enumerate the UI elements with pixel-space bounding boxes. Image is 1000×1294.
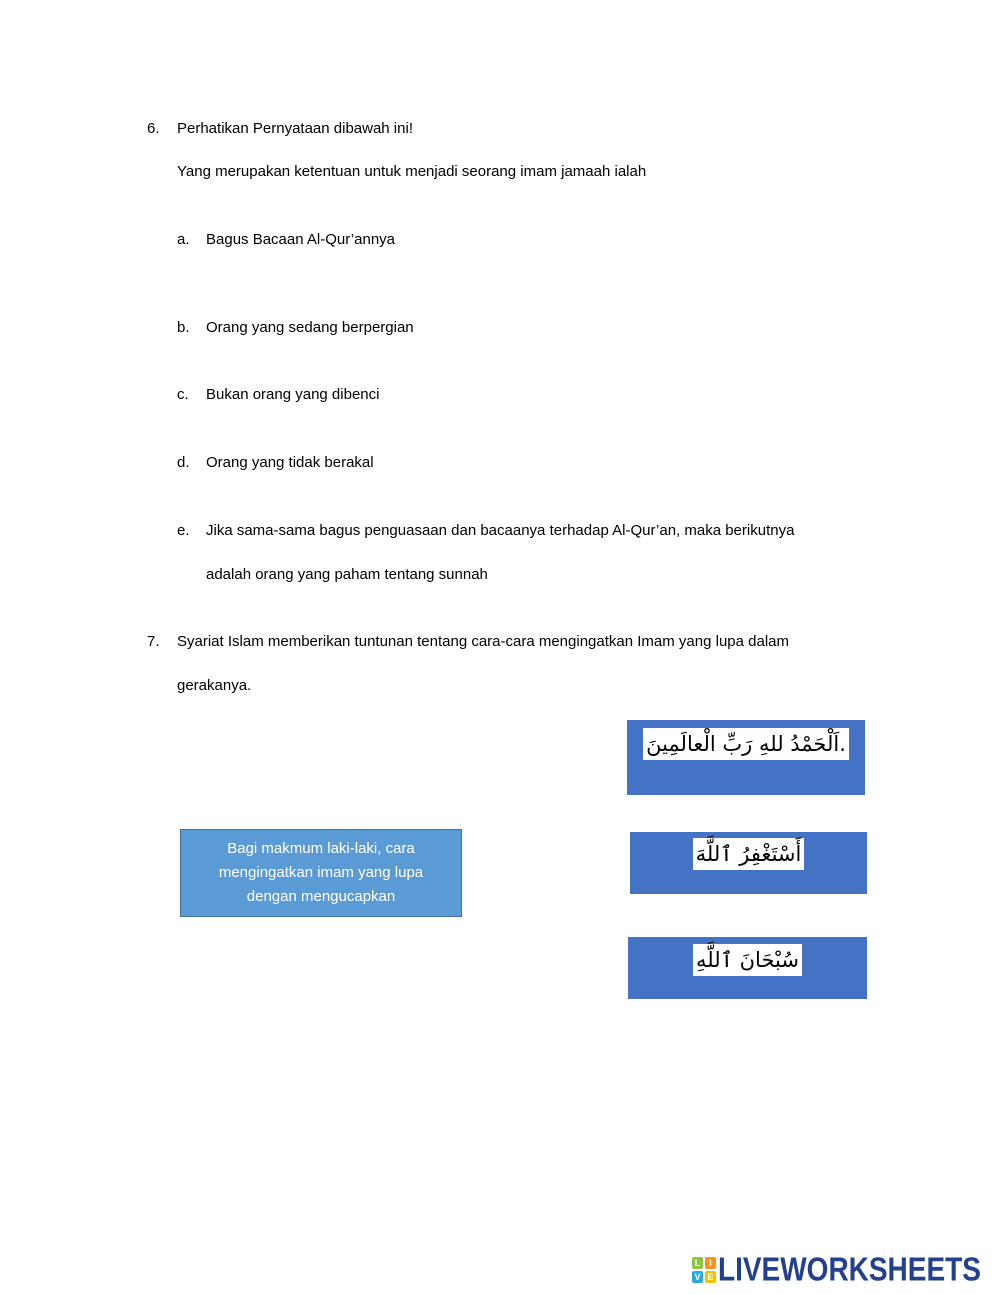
option-text[interactable]: Orang yang sedang berpergian — [206, 319, 414, 336]
answer-choice-alhamdulillah[interactable] — [627, 720, 865, 795]
option-text[interactable]: Bukan orang yang dibenci — [206, 386, 380, 403]
logo-text: LIVEWORKSHEETS — [718, 1250, 981, 1288]
option-text-continued[interactable]: adalah orang yang paham tentang sunnah — [206, 566, 488, 583]
option-letter: a. — [177, 231, 190, 248]
option-text[interactable]: Jika sama-sama bagus penguasaan dan bacaanya terhadap Al-Qur’an, maka berikutnya — [206, 522, 795, 539]
question-number: 6. — [147, 120, 160, 137]
question-prompt: Syariat Islam memberikan tuntunan tentang cara-cara mengingatkan Imam yang lupa dalam — [177, 633, 789, 650]
logo-tile: I — [705, 1257, 716, 1269]
option-letter: e. — [177, 522, 190, 539]
answer-choice-text: أَسْتَغْفِرُ ٱللَّهَ — [693, 838, 805, 870]
logo-tile: V — [692, 1271, 703, 1283]
question-prompt-continued: gerakanya. — [177, 677, 252, 694]
question-number: 7. — [147, 633, 160, 650]
answer-choice-text: سُبْحَانَ ٱللَّهِ — [693, 944, 802, 976]
option-text[interactable]: Bagus Bacaan Al-Qur’annya — [206, 231, 396, 248]
logo-tile: E — [705, 1271, 716, 1283]
logo-tile: L — [692, 1257, 703, 1269]
answer-choice-astaghfirullah[interactable] — [630, 832, 867, 894]
match-prompt-line: Bagi makmum laki-laki, cara — [227, 840, 415, 857]
match-prompt-line: mengingatkan imam yang lupa — [218, 864, 424, 881]
answer-choice-text: اَلْحَمْدُ للهِ رَبِّ الْعالَمِينَ. — [643, 728, 849, 760]
option-letter: b. — [177, 319, 190, 336]
option-letter: d. — [177, 454, 190, 471]
option-letter: c. — [177, 386, 189, 403]
answer-choice-subhanallah[interactable] — [628, 937, 867, 999]
question-subprompt: Yang merupakan ketentuan untuk menjadi seorang imam jamaah ialah — [177, 163, 647, 180]
question-prompt: Perhatikan Pernyataan dibawah ini! — [177, 120, 413, 137]
match-prompt-line: dengan mengucapkan — [246, 888, 396, 905]
option-text[interactable]: Orang yang tidak berakal — [206, 454, 374, 471]
match-prompt-box[interactable] — [180, 829, 462, 917]
logo-icon — [692, 1257, 716, 1283]
